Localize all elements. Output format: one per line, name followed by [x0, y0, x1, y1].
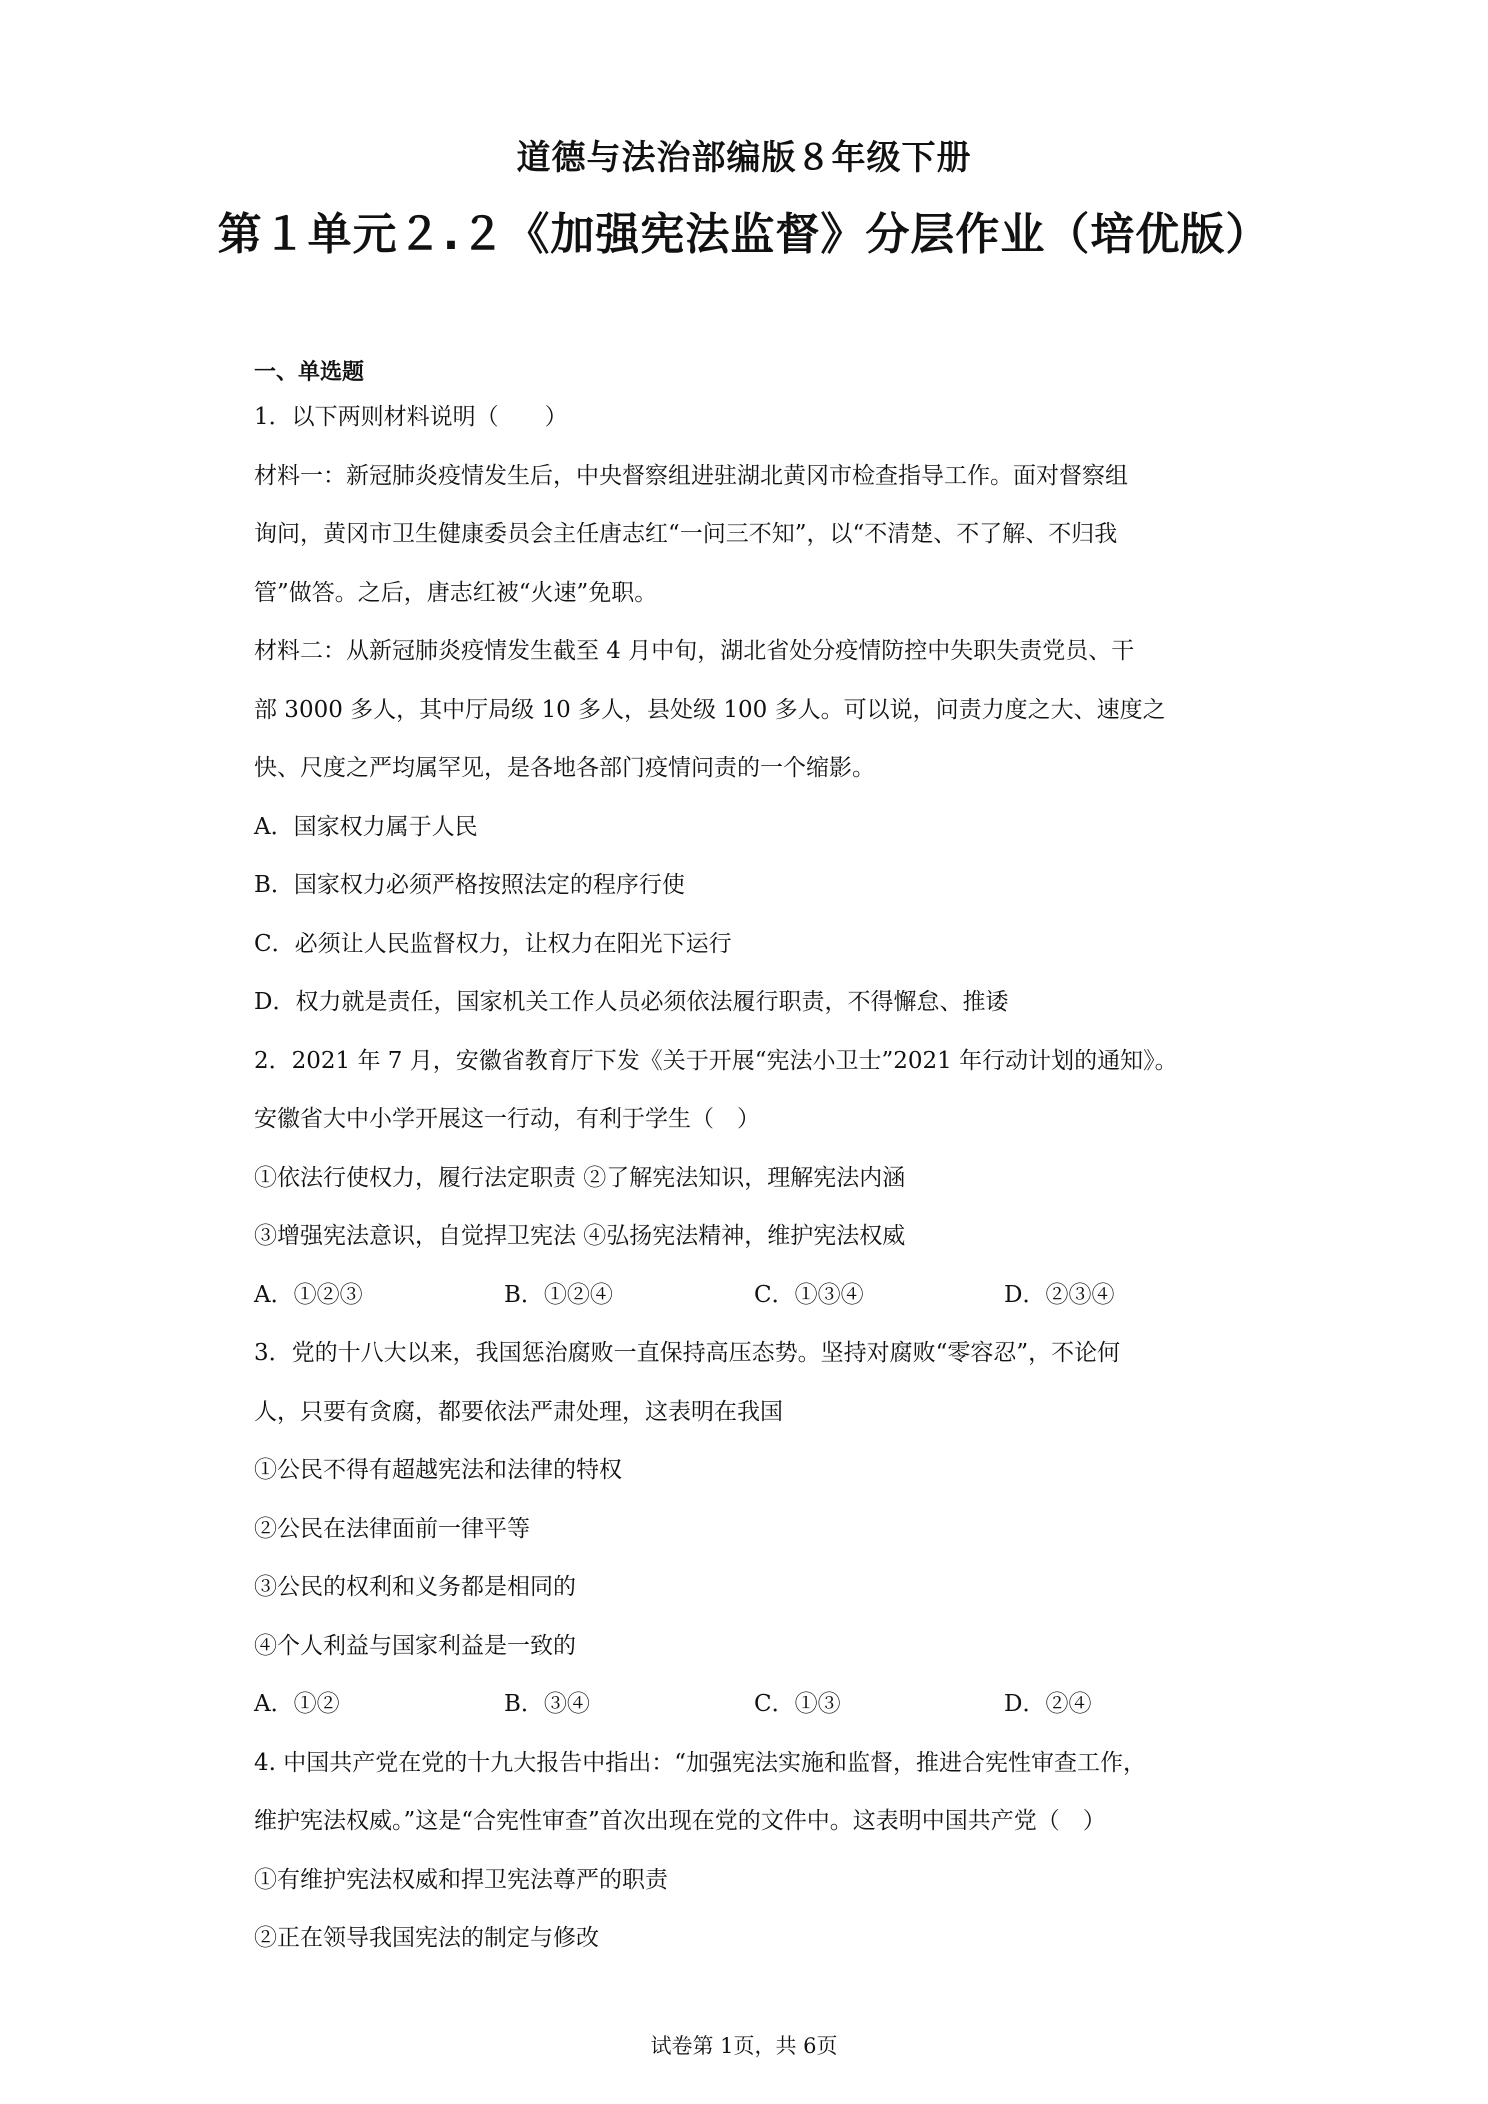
question-list: [254, 398, 1254, 1978]
q1-option-a: A．国家权力属于人民: [254, 813, 478, 840]
q3-options: [254, 1685, 1254, 1744]
q4-stem-line2: 维护宪法权威。”这是“合宪性审查”首次出现在党的文件中。这表明中国共产党（ ）: [254, 1808, 1106, 1834]
q3-stem-line2: 人，只要有贪腐，都要依法严肃处理，这表明在我国: [254, 1398, 783, 1425]
q2-option-d: D．②③④: [1004, 1281, 1115, 1308]
page-footer: 试卷第 1页，共 6页: [650, 2034, 838, 2058]
q3-stem-line1: 3．党的十八大以来，我国惩治腐败一直保持高压态势。坚持对腐败“零容忍”，不论何: [254, 1340, 1121, 1366]
q1-material2-line1: 材料二：从新冠肺炎疫情发生截至 4 月中旬，湖北省处分疫情防控中失职失责党员、干: [254, 638, 1135, 664]
q2-stem-line1: 2．2021 年 7 月，安徽省教育厅下发《关于开展“宪法小卫士”2021 年行动计划的通知》。: [254, 1047, 1178, 1074]
q2-statements-3-4: ③增强宪法意识，自觉捍卫宪法 ④弘扬宪法精神，维护宪法权威: [254, 1223, 906, 1249]
q1-material1-line3: 管”做答。之后，唐志红被“火速”免职。: [254, 579, 658, 606]
q2-option-b: B．①②④: [504, 1281, 613, 1308]
q1-material2-line2: 部 3000 多人，其中厅局级 10 多人，县处级 100 多人。可以说，问责力度之大、速度之: [254, 696, 1166, 723]
q2-statements-1-2: ①依法行使权力，履行法定职责 ②了解宪法知识，理解宪法内涵: [254, 1164, 906, 1191]
q4-statement-1: ①有维护宪法权威和捍卫宪法尊严的职责: [254, 1866, 668, 1893]
q1-option-b: B．国家权力必须严格按照法定的程序行使: [254, 872, 685, 898]
q3-statement-1: ①公民不得有超越宪法和法律的特权: [254, 1457, 622, 1483]
q2-option-c: C．①③④: [754, 1281, 864, 1308]
q1-material2-line3: 快、尺度之严均属罕见，是各地各部门疫情问责的一个缩影。: [254, 755, 875, 781]
q2-option-a: A．①②③: [254, 1281, 363, 1308]
section-heading: 一、单选题: [254, 360, 365, 385]
q3-option-a: A．①②: [254, 1691, 340, 1717]
document-subtitle: 第１单元２.２《加强宪法监督》分层作业（培优版）: [217, 209, 1271, 260]
document-title: 道德与法治部编版８年级下册: [516, 138, 972, 178]
q4-statement-2: ②正在领导我国宪法的制定与修改: [254, 1925, 599, 1951]
q1-option-c: C．必须让人民监督权力，让权力在阳光下运行: [254, 930, 732, 957]
q1-material1-line1: 材料一：新冠肺炎疫情发生后，中央督察组进驻湖北黄冈市检查指导工作。面对督察组: [254, 462, 1128, 489]
q2-stem-line2: 安徽省大中小学开展这一行动，有利于学生（ ）: [254, 1106, 760, 1132]
q3-option-c: C．①③: [754, 1691, 841, 1717]
q3-option-b: B．③④: [504, 1691, 590, 1717]
q1-stem: 1．以下两则材料说明（ ）: [254, 404, 568, 430]
q3-statement-4: ④个人利益与国家利益是一致的: [254, 1632, 576, 1659]
q4-stem-line1: 4. 中国共产党在党的十九大报告中指出：“加强宪法实施和监督，推进合宪性审查工作，: [254, 1749, 1147, 1776]
q3-statement-3: ③公民的权利和义务都是相同的: [254, 1574, 576, 1600]
q1-material1-line2: 询问，黄冈市卫生健康委员会主任唐志红“一问三不知”，以“不清楚、不了解、不归我: [254, 521, 1118, 547]
q2-options: [254, 1276, 1254, 1335]
q1-option-d: D．权力就是责任，国家机关工作人员必须依法履行职责，不得懈怠、推诿: [254, 989, 1009, 1015]
q3-option-d: D．②④: [1004, 1691, 1092, 1717]
q3-statement-2: ②公民在法律面前一律平等: [254, 1515, 530, 1542]
